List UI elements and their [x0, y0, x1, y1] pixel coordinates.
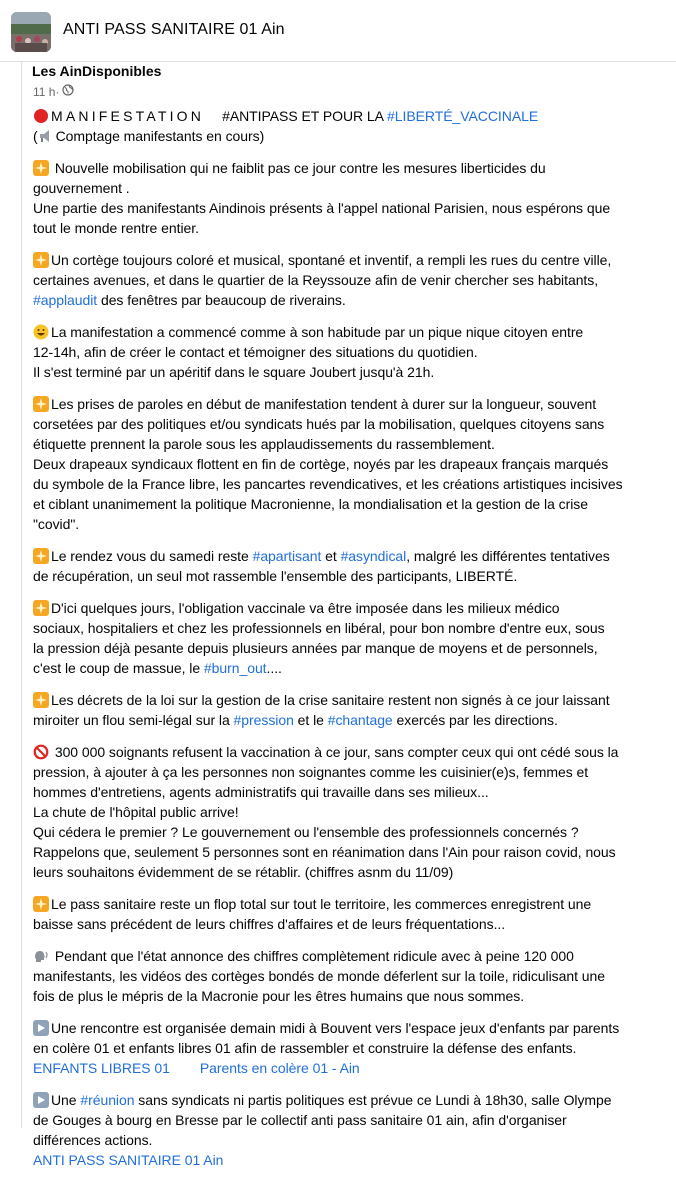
hashtag-apartisant[interactable]: #apartisant — [252, 548, 322, 564]
p3-line-2: 12-14h, afin de créer le contact et témoigner des situations du quotidien. — [33, 344, 478, 360]
mention-parents-en-colere[interactable]: Parents en colère 01 - Ain — [199, 1060, 360, 1076]
p11-line-1: Une rencontre est organisée demain midi à Bouvent vers l'espace jeux d'enfants par parents — [51, 1020, 620, 1036]
p7-line-2b: et le — [293, 712, 328, 728]
paragraph-5 — [33, 546, 667, 586]
p4-line-7: "covid". — [33, 516, 80, 532]
p12-text-a: Une — [51, 1092, 81, 1108]
p4-line-1: Les prises de paroles en début de manifestation tendent à durer sur la longueur, souvent — [51, 396, 597, 412]
p12-line-2: de Gouges à bourg en Bresse par le collectif anti pass sanitaire 01 ain, afin d'organiser — [33, 1112, 567, 1128]
p4-line-4: Deux drapeaux syndicaux flottent en fin de cortège, noyés par les drapeaux français marqués — [33, 456, 609, 472]
p5-text-a: Le rendez vous du samedi reste — [51, 548, 253, 564]
p2-line-3: des fenêtres par beaucoup de riverains. — [97, 292, 346, 308]
prohibited-icon — [33, 744, 49, 760]
group-header — [0, 0, 676, 62]
mention-anti-pass-sanitaire[interactable]: ANTI PASS SANITAIRE 01 Ain — [33, 1152, 224, 1168]
p4-line-3: étiquette prennent la parole sous les applaudissements du rassemblement. — [33, 436, 495, 452]
p2-line-2: certaines avenues, et dans le quartier de la Reyssouze afin de venir chercher ses habitants, — [33, 272, 599, 288]
post-title-paragraph — [33, 106, 667, 146]
group-photo-icon[interactable] — [11, 12, 51, 52]
paragraph-4 — [33, 394, 667, 534]
globe-icon — [62, 84, 74, 99]
p6-line-4a: c'est le coup de massue, le — [33, 660, 204, 676]
title-word: MANIFESTATION — [51, 108, 205, 124]
hashtag-pression[interactable]: #pression — [233, 712, 294, 728]
p12-text-b: sans syndicats ni partis politiques est prévue ce Lundi à 18h30, salle Olympe — [134, 1092, 612, 1108]
p9-line-2: baisse sans précédent de leurs chiffres d'affaires et de leurs fréquentations... — [33, 916, 506, 932]
play-button-icon — [33, 1092, 49, 1108]
hashtag-reunion[interactable]: #réunion — [80, 1092, 135, 1108]
group-title[interactable]: ANTI PASS SANITAIRE 01 Ain — [63, 21, 285, 38]
p10-line-3: fois de plus le mépris de la Macronie pour les êtres humains que nous sommes. — [33, 988, 525, 1004]
p1-line-2: gouvernement . — [33, 180, 130, 196]
hashtag-liberte-vaccinale[interactable]: #LIBERTÉ_VACCINALE — [387, 108, 539, 124]
paragraph-2 — [33, 250, 667, 310]
paragraph-10 — [33, 946, 667, 1006]
post-author[interactable]: Les AinDisponibles — [32, 63, 162, 79]
p8-line-2: pression, à ajouter à ça les personnes non soignantes comme les cuisinier(e)s, femmes et — [33, 764, 589, 780]
p7-line-2c: exercés par les directions. — [392, 712, 558, 728]
p10-line-2: manifestants, les vidéos des cortèges bondés de monde déferlent sur la toile, ridiculisant une — [33, 968, 605, 984]
paragraph-1 — [33, 158, 667, 238]
hashtag-burn-out[interactable]: #burn_out — [203, 660, 267, 676]
paragraph-12 — [33, 1090, 667, 1170]
post-body — [33, 106, 667, 1182]
hashtag-chantage[interactable]: #chantage — [327, 712, 393, 728]
loudspeaker-icon — [38, 128, 54, 144]
p12-line-3: différences actions. — [33, 1132, 153, 1148]
p10-line-1: Pendant que l'état annonce des chiffres complètement ridicule avec à peine 120 000 — [51, 948, 574, 964]
p4-line-6: et ciblant unanimement la politique Macronienne, la mondialisation et la gestion de la crise — [33, 496, 588, 512]
grinning-face-icon — [33, 324, 49, 340]
p6-line-2: sociaux, hospitaliers et chez les professionnels en libéral, pour bon nombre d'entre eux, sous — [33, 620, 605, 636]
p3-line-1: La manifestation a commencé comme à son habitude par un pique nique citoyen entre — [51, 324, 584, 340]
p8-line-3: hommes d'entretiens, agents administratifs qui travaille dans ses milieux... — [33, 784, 489, 800]
mention-enfants-libres[interactable]: ENFANTS LIBRES 01 — [33, 1060, 170, 1076]
p6-line-1: D'ici quelques jours, l'obligation vaccinale va être imposée dans les milieux médico — [51, 600, 560, 616]
p5-line-2: de récupération, un seul mot rassemble l'ensemble des participants, LIBERTÉ. — [33, 568, 518, 584]
meta-dot: · — [55, 84, 60, 99]
hashtag-asyndical[interactable]: #asyndical — [340, 548, 407, 564]
p8-line-7: leurs souhaitons évidemment de se rétablir. (chiffres asnm du 11/09) — [33, 864, 454, 880]
post-time[interactable]: 11 h — [33, 84, 56, 99]
post-meta — [33, 84, 74, 99]
p8-line-5: Qui cédera le premier ? Le gouvernement ou l'ensemble des professionnels concernés ? — [33, 824, 579, 840]
p1-line-3: Une partie des manifestants Aindinois présents à l'appel national Parisien, nous espérons que — [33, 200, 611, 216]
speaking-head-icon — [33, 948, 49, 964]
red-circle-icon — [33, 108, 49, 124]
title-rest: #ANTIPASS ET POUR LA — [222, 108, 384, 124]
paragraph-9 — [33, 894, 667, 934]
play-button-icon — [33, 1020, 49, 1036]
p4-line-5: du symbole de la France libre, les pancartes revendicatives, et les créations artistiques incisives — [33, 476, 623, 492]
p2-line-1: Un cortège toujours coloré et musical, spontané et inventif, a rempli les rues du centre ville, — [51, 252, 612, 268]
p1-line-1: Nouvelle mobilisation qui ne faiblit pas ce jour contre les mesures liberticides du — [54, 160, 546, 176]
sparkle-icon — [33, 160, 49, 176]
p8-line-6: Rappelons que, seulement 5 personnes sont en réanimation dans l'Ain pour raison covid, nous — [33, 844, 616, 860]
subtitle-text: Comptage manifestants en cours) — [55, 128, 265, 144]
sparkle-icon — [33, 252, 49, 268]
paragraph-6 — [33, 598, 667, 678]
p7-line-2a: miroiter un flou semi-légal sur la — [33, 712, 234, 728]
paragraph-7 — [33, 690, 667, 730]
paragraph-3 — [33, 322, 667, 382]
p9-line-1: Le pass sanitaire reste un flop total sur tout le territoire, les commerces enregistrent une — [51, 896, 592, 912]
paragraph-11 — [33, 1018, 667, 1078]
sparkle-icon — [33, 548, 49, 564]
paragraph-8 — [33, 742, 667, 882]
sparkle-icon — [33, 600, 49, 616]
p8-line-4: La chute de l'hôpital public arrive! — [33, 804, 239, 820]
p6-line-3: la pression déjà pesante depuis plusieurs années par manque de moyens et de personnels, — [33, 640, 598, 656]
sparkle-icon — [33, 396, 49, 412]
sparkle-icon — [33, 692, 49, 708]
p5-text-b: et — [321, 548, 341, 564]
subtitle-paren: ( — [33, 128, 38, 144]
sparkle-icon — [33, 896, 49, 912]
p11-line-2: en colère 01 et enfants libres 01 afin de rassembler et construire la défense des enfants. — [33, 1040, 577, 1056]
hashtag-applaudit[interactable]: #applaudit — [33, 292, 98, 308]
p8-line-1: 300 000 soignants refusent la vaccination à ce jour, sans compter ceux qui ont cédé sous la — [51, 744, 619, 760]
p3-line-3: Il s'est terminé par un apéritif dans le square Joubert jusqu'à 21h. — [33, 364, 435, 380]
p7-line-1: Les décrets de la loi sur la gestion de la crise sanitaire restent non signés à ce jour laissant — [51, 692, 610, 708]
p5-text-c: , malgré les différentes tentatives — [406, 548, 610, 564]
p4-line-2: corsetées par des politiques et/ou syndicats hués par la mobilisation, quelques citoyens sans — [33, 416, 605, 432]
p1-line-4: tout le monde rentre entier. — [33, 220, 199, 236]
p6-line-4b: .... — [266, 660, 282, 676]
post-card — [21, 62, 676, 1168]
